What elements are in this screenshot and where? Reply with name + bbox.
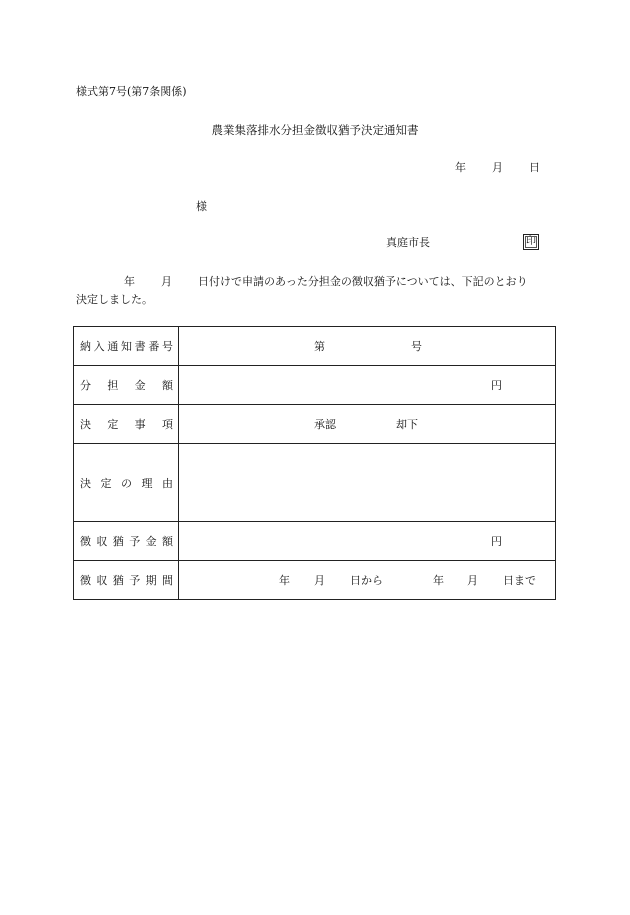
value-cell-contribution-amount[interactable] bbox=[179, 366, 556, 405]
period-from-day: 日から bbox=[350, 574, 383, 587]
label-cell bbox=[74, 561, 179, 600]
row-label-notice-number: 納入通知書番号 bbox=[80, 340, 173, 353]
table-row bbox=[74, 522, 556, 561]
form-number: 様式第7号(第7条関係) bbox=[76, 85, 187, 98]
table-row bbox=[74, 327, 556, 366]
period-from-year: 年 bbox=[279, 574, 290, 587]
body-text-line-2: 決定しました。 bbox=[76, 293, 153, 306]
issue-date-day: 日 bbox=[529, 161, 540, 174]
number-prefix: 第 bbox=[314, 340, 325, 353]
issue-date-month: 月 bbox=[492, 161, 503, 174]
table-row bbox=[74, 561, 556, 600]
period-to-year: 年 bbox=[433, 574, 444, 587]
row-label-contribution-amount: 分担金額 bbox=[80, 379, 173, 392]
label-cell bbox=[74, 366, 179, 405]
value-cell-notice-number[interactable] bbox=[179, 327, 556, 366]
table-row bbox=[74, 366, 556, 405]
number-suffix: 号 bbox=[411, 340, 422, 353]
value-cell-decision[interactable] bbox=[179, 405, 556, 444]
seal-stamp: 印 bbox=[523, 234, 539, 250]
addressee-honorific: 様 bbox=[196, 200, 207, 213]
table-row bbox=[74, 405, 556, 444]
row-label-deferred-amount: 徴収猶予金額 bbox=[80, 535, 173, 548]
label-cell bbox=[74, 444, 179, 522]
row-label-decision-reason: 決定の理由 bbox=[80, 476, 173, 490]
period-to-month: 月 bbox=[467, 574, 478, 587]
table-row bbox=[74, 444, 556, 522]
value-cell-deferred-amount[interactable] bbox=[179, 522, 556, 561]
label-cell bbox=[74, 327, 179, 366]
period-to-day: 日まで bbox=[503, 574, 536, 587]
period-from-month: 月 bbox=[314, 574, 325, 587]
body-year: 年 bbox=[124, 275, 135, 288]
label-cell bbox=[74, 405, 179, 444]
document-title: 農業集落排水分担金徴収猶予決定通知書 bbox=[211, 123, 419, 137]
value-cell-decision-reason[interactable] bbox=[179, 444, 556, 522]
body-rest: 日付けで申請のあった分担金の徴収猶予については、下記のとおり bbox=[198, 275, 528, 288]
issue-date-year: 年 bbox=[455, 161, 466, 174]
row-label-deferral-period: 徴収猶予期間 bbox=[80, 574, 173, 587]
issue-date-line bbox=[455, 162, 540, 173]
body-month: 月 bbox=[161, 275, 172, 288]
label-cell bbox=[74, 522, 179, 561]
issuer-name: 真庭市長 bbox=[386, 236, 430, 249]
value-cell-deferral-period[interactable] bbox=[179, 561, 556, 600]
yen-unit: 円 bbox=[491, 535, 502, 548]
row-label-decision: 決定事項 bbox=[80, 418, 173, 431]
reject-option[interactable]: 却下 bbox=[396, 418, 418, 431]
body-text-line-1 bbox=[124, 276, 528, 287]
yen-unit: 円 bbox=[491, 379, 502, 392]
approve-option[interactable]: 承認 bbox=[314, 418, 336, 431]
decision-table bbox=[73, 326, 556, 600]
